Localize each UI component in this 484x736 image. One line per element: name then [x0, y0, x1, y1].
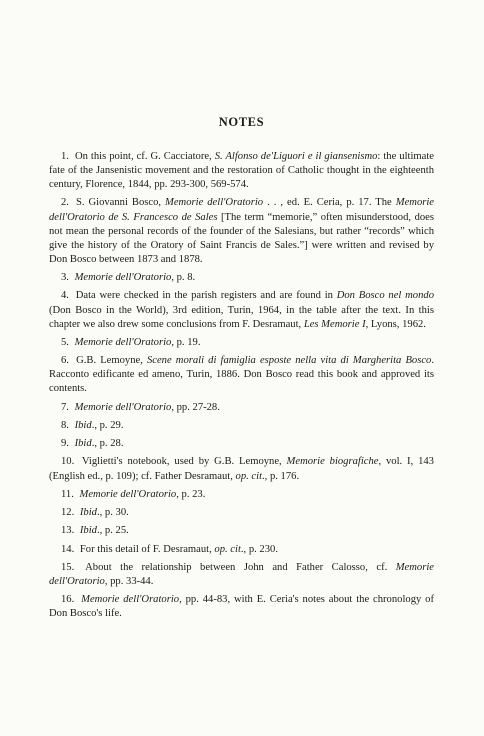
note-item [49, 506, 434, 520]
note-number: 14. [61, 543, 75, 555]
note-text: About the relationship between John and Father Calosso, cf. [85, 561, 396, 573]
note-text: [The term “memorie,” often misunderstood, does not mean the personal records of the founder of the Salesians, but rather “records” which give the history of the Oratory of Saint Francis de Sales.”] were written and revised by Don Bosco between 1873 and 1878. [49, 211, 434, 265]
note-text: ., p. 25. [96, 525, 129, 537]
note-citation-title: op. cit [214, 543, 241, 555]
note-item [49, 150, 434, 192]
note-text: Viglietti's notebook, used by G.B. Lemoyne, [81, 456, 287, 468]
note-item [49, 543, 434, 557]
note-text: , p. 8. [171, 272, 196, 284]
note-number: 9. [61, 438, 69, 450]
note-number: 1. [61, 151, 69, 162]
note-citation-title: Ibid [79, 525, 97, 537]
note-number: 3. [61, 272, 69, 284]
note-text: . . , ed. E. Ceria, p. 17. The [263, 197, 396, 209]
note-text: , vol. I, 143 (English ed., p. 109); cf. Father Desramaut, [49, 456, 434, 482]
note-item [49, 336, 434, 350]
note-number: 2. [61, 197, 69, 209]
note-item [49, 289, 434, 331]
note-text: For this detail of F. Desramaut, [79, 543, 215, 555]
note-number: 7. [61, 401, 69, 413]
note-citation-title: Memorie dell'Oratorio [74, 336, 172, 348]
note-text: ., p. 29. [91, 419, 124, 431]
notes-list [49, 150, 434, 626]
note-number: 16. [61, 594, 75, 606]
note-citation-title: Memorie dell'Oratorio de S. Francesco de Sales [49, 197, 435, 223]
note-number: 13. [61, 525, 75, 537]
note-text: , pp. 33-44. [104, 576, 154, 588]
note-citation-title: Memorie dell'Oratorio [165, 197, 264, 209]
note-citation-title: Memorie dell'Oratorio [74, 401, 172, 413]
note-number: 5. [61, 336, 69, 348]
note-citation-title: Les Memorie I [303, 318, 366, 330]
note-text: G.B. Lemoyne, [76, 355, 147, 367]
note-text: (Don Bosco in the World), 3rd edition, Turin, 1964, in the table after the text. In this chapter we also drew some conclusions from F. Desramaut, [49, 304, 434, 330]
note-text: ., p. 28. [91, 438, 124, 450]
note-item [49, 593, 434, 621]
note-number: 11. [61, 488, 74, 500]
note-citation-title: Memorie biografiche [286, 456, 379, 468]
note-item [49, 524, 434, 538]
note-number: 10. [61, 456, 75, 468]
note-text: . Racconto edificante ed ameno, Turin, 1886. Don Bosco read this book and approved its contents. [49, 355, 435, 395]
note-text: Data were checked in the parish registers and are found in [75, 290, 337, 302]
note-citation-title: Memorie dell'Oratorio [74, 272, 172, 284]
note-item [49, 401, 434, 415]
note-item [49, 271, 434, 285]
note-item [49, 354, 434, 396]
note-text: , p. 19. [171, 336, 201, 348]
note-citation-title: Ibid [74, 438, 92, 450]
note-citation-title: Ibid [79, 507, 97, 519]
note-citation-title: Scene morali di famiglia esposte nella vita di Margherita Bosco [146, 355, 432, 367]
page-title: NOTES [218, 115, 265, 129]
note-number: 4. [61, 290, 69, 302]
note-item [49, 455, 434, 483]
note-text: , pp. 27-28. [171, 401, 220, 413]
note-text: , Lyons, 1962. [365, 318, 426, 330]
note-text: : the ultimate fate of the Jansenistic movement and the restoration of Catholic thought in the eighteenth century, Florence, 1844, pp. 293-300, 569-574. [49, 151, 434, 191]
note-text: , p. 23. [176, 488, 206, 500]
note-item [49, 561, 434, 589]
note-item [49, 419, 434, 433]
note-text: S. Giovanni Bosco, [75, 197, 166, 209]
note-text: ., p. 30. [96, 507, 129, 519]
note-number: 12. [61, 507, 75, 519]
note-text: On this point, cf. G. Cacciatore, [74, 151, 215, 162]
note-citation-title: Memorie dell'Oratorio [49, 561, 434, 588]
note-citation-title: op. cit [235, 470, 263, 482]
note-text: ., p. 176. [262, 470, 300, 482]
note-number: 15. [61, 561, 75, 573]
note-citation-title: Memorie dell'Oratorio [79, 488, 177, 500]
note-item [49, 488, 434, 502]
note-citation-title: S. Alfonso de'Liguori e il giansenismo [214, 151, 378, 162]
note-citation-title: Memorie dell'Oratorio [81, 594, 180, 606]
note-number: 6. [61, 355, 69, 367]
note-citation-title: Don Bosco nel mondo [336, 290, 434, 302]
note-number: 8. [61, 419, 69, 431]
note-text: ., p. 230. [240, 543, 278, 555]
note-text: , pp. 44-83, with E. Ceria's notes about the chronology of Don Bosco's life. [49, 594, 434, 620]
note-citation-title: Ibid [74, 419, 92, 431]
note-item [49, 437, 434, 451]
note-item [49, 196, 434, 266]
